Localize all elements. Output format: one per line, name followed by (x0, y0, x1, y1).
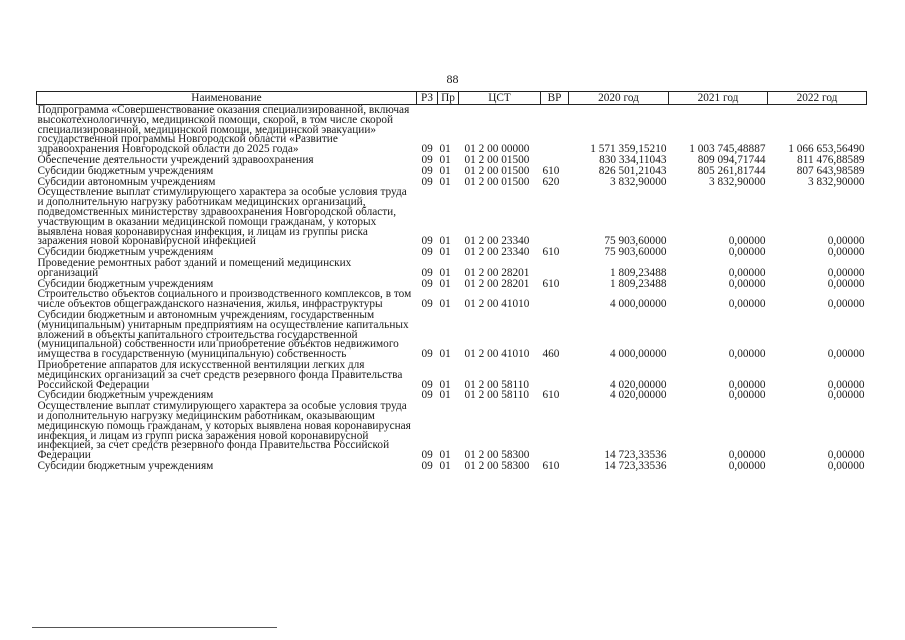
row-name: Субсидии бюджетным учреждениям (37, 246, 214, 259)
row-vr (541, 105, 569, 155)
row-rz: 09 (421, 153, 433, 166)
row-vr: 610 (542, 277, 560, 290)
row-pr: 01 (439, 449, 451, 462)
row-name: Приобретение аппаратов для искусственной вентиляции легких для медицинских организаций за счет средств резервного фонда Правительства Российской Федерации (37, 358, 403, 391)
row-amount-2020: 1 571 359,15210 (590, 143, 667, 156)
row-amount-2021: 809 094,71744 (697, 153, 766, 166)
header-2020: 2020 год (569, 92, 669, 105)
row-pr: 01 (439, 277, 451, 290)
row-vr: 460 (542, 348, 560, 361)
row-amount-2020: 75 903,60000 (604, 246, 667, 259)
row-amount-2022: 0,00000 (827, 378, 865, 391)
row-pr: 01 (439, 235, 451, 248)
row-vr (541, 289, 569, 310)
row-cst: 01 2 00 41010 (464, 298, 530, 311)
row-rz: 09 (421, 143, 433, 156)
table-row (37, 461, 867, 472)
row-amount-2022: 0,00000 (827, 266, 865, 279)
row-vr (541, 258, 569, 279)
row-rz: 09 (421, 235, 433, 248)
row-pr: 01 (439, 459, 451, 472)
footnote-rule (32, 627, 277, 628)
row-pr: 01 (439, 246, 451, 259)
row-name: Субсидии бюджетным учреждениям (37, 389, 214, 402)
row-rz: 09 (421, 449, 433, 462)
row-amount-2022: 0,00000 (827, 277, 865, 290)
table-row (37, 360, 867, 390)
budget-table (36, 91, 867, 472)
row-rz: 09 (421, 266, 433, 279)
row-rz: 09 (421, 378, 433, 391)
row-pr: 01 (439, 164, 451, 177)
row-cst: 01 2 00 23340 (464, 235, 530, 248)
row-amount-2020: 14 723,33536 (604, 449, 667, 462)
table-header (37, 92, 867, 105)
row-name: Строительство объектов социального и производственного комплексов, в том числе объектов общегражданского назначения, жилья, инфраструктуры (37, 288, 412, 311)
row-amount-2020: 830 334,11043 (599, 153, 667, 166)
row-amount-2022: 0,00000 (827, 449, 865, 462)
row-name: Проведение ремонтных работ зданий и помещений медицинских организаций (37, 256, 352, 279)
row-cst: 01 2 00 00000 (464, 143, 530, 156)
row-amount-2022: 1 066 653,56490 (788, 143, 865, 156)
row-name: Осуществление выплат стимулирующего характера за особые условия труда и дополнительную нагрузку медицинским работникам, оказывающим медицинскую помощь гражданам, у которых выявлена новая коронавирусная инфекция, и лицам из групп риска заражения новой коронавирусной инфекцией, за счет средств резервного фонда Правительства Российской Федерации (37, 400, 411, 462)
row-cst: 01 2 00 58110 (464, 378, 530, 391)
header-2022: 2022 год (768, 92, 867, 105)
row-name: Субсидии бюджетным учреждениям (37, 459, 214, 472)
row-cst: 01 2 00 01500 (464, 164, 530, 177)
row-amount-2020: 14 723,33536 (604, 459, 667, 472)
row-pr: 01 (439, 266, 451, 279)
row-amount-2021: 3 832,90000 (709, 175, 766, 188)
row-amount-2020: 4 000,00000 (610, 348, 667, 361)
table-row (37, 310, 867, 360)
row-amount-2020: 1 809,23488 (610, 266, 667, 279)
row-pr: 01 (439, 175, 451, 188)
row-amount-2021: 0,00000 (728, 298, 766, 311)
row-rz: 09 (421, 277, 433, 290)
row-amount-2022: 0,00000 (827, 348, 865, 361)
row-name: Подпрограмма «Совершенствование оказания специализированной, включая высокотехнологичную, медицинской помощи, скорой, в том числе скорой специализированной, медицинской помощи, медицинской эвакуации» государственной программы Новгородской области «Развитие здравоохранения Новгородской области до 2025 года» (37, 104, 410, 156)
table-row (37, 105, 867, 155)
row-rz: 09 (421, 246, 433, 259)
row-pr: 01 (439, 143, 451, 156)
row-cst: 01 2 00 58300 (464, 449, 530, 462)
row-rz: 09 (421, 164, 433, 177)
row-amount-2020: 75 903,60000 (604, 235, 667, 248)
table-row (37, 401, 867, 461)
row-vr (541, 360, 569, 390)
row-vr: 610 (542, 246, 560, 259)
row-cst: 01 2 00 01500 (464, 153, 530, 166)
table-row (37, 258, 867, 279)
header-name: Наименование (37, 92, 417, 105)
row-vr: 610 (542, 389, 560, 402)
row-amount-2020: 826 501,21043 (598, 164, 667, 177)
row-vr (541, 187, 569, 247)
row-amount-2022: 3 832,90000 (808, 175, 865, 188)
row-vr: 610 (542, 459, 560, 472)
row-cst: 01 2 00 23340 (464, 246, 530, 259)
row-rz: 09 (421, 175, 433, 188)
header-cst: ЦСТ (459, 92, 541, 105)
row-pr: 01 (439, 378, 451, 391)
row-amount-2022: 811 476,88589 (797, 153, 865, 166)
row-vr (541, 401, 569, 461)
row-pr: 01 (439, 153, 451, 166)
row-amount-2022: 0,00000 (827, 246, 865, 259)
row-rz: 09 (421, 298, 433, 311)
row-cst: 01 2 00 41010 (464, 348, 530, 361)
row-amount-2022: 0,00000 (827, 389, 865, 402)
row-rz: 09 (421, 389, 433, 402)
header-2021: 2021 год (669, 92, 768, 105)
row-amount-2021: 0,00000 (728, 235, 766, 248)
row-amount-2021: 0,00000 (728, 246, 766, 259)
header-pr: Пр (438, 92, 459, 105)
row-amount-2020: 4 000,00000 (610, 298, 667, 311)
row-amount-2020: 3 832,90000 (610, 175, 667, 188)
row-name: Субсидии автономным учреждениям (37, 175, 216, 188)
row-name: Осуществление выплат стимулирующего характера за особые условия труда и дополнительную нагрузку работникам медицинских организаций, подведомственных министерству здравоохранения Новгородской области, участвующим в оказании медицинской помощи гражданам, у которых выявлена новая коронавирусная инфекция, и лицам из группы риска заражения новой коронавирусной инфекцией (37, 186, 407, 248)
row-amount-2021: 0,00000 (728, 378, 766, 391)
row-pr: 01 (439, 298, 451, 311)
row-pr: 01 (439, 389, 451, 402)
row-cst: 01 2 00 28201 (464, 266, 530, 279)
table-body (37, 105, 867, 472)
row-amount-2022: 0,00000 (827, 298, 865, 311)
row-cst: 01 2 00 58110 (464, 389, 530, 402)
row-amount-2021: 805 261,81744 (697, 164, 766, 177)
row-cst: 01 2 00 01500 (464, 175, 530, 188)
row-name: Субсидии бюджетным учреждениям (37, 277, 214, 290)
row-amount-2021: 0,00000 (728, 348, 766, 361)
row-amount-2020: 1 809,23488 (610, 277, 667, 290)
row-amount-2021: 1 003 745,48887 (689, 143, 766, 156)
header-vr: ВР (541, 92, 569, 105)
table-row (37, 289, 867, 310)
row-amount-2020: 4 020,00000 (610, 378, 667, 391)
row-vr: 610 (542, 164, 560, 177)
row-name: Субсидии бюджетным и автономным учреждениям, государственным (муниципальным) унитарным предприятиям на осуществление капитальных вложений в объекты капитального строительства государственной (муниципальной) собственности или приобретение объектов недвижимого имущества в государственную (муниципальную) собственность (37, 308, 409, 361)
row-amount-2021: 0,00000 (728, 266, 766, 279)
header-rz: РЗ (417, 92, 438, 105)
row-amount-2021: 0,00000 (728, 449, 766, 462)
table-row (37, 187, 867, 247)
table-row (37, 166, 867, 177)
row-vr: 620 (542, 175, 560, 188)
row-cst: 01 2 00 28201 (464, 277, 530, 290)
row-amount-2022: 0,00000 (827, 235, 865, 248)
page-number: 88 (446, 72, 459, 86)
row-amount-2021: 0,00000 (728, 389, 766, 402)
row-rz: 09 (421, 348, 433, 361)
row-amount-2021: 0,00000 (728, 277, 766, 290)
row-name: Обеспечение деятельности учреждений здравоохранения (37, 153, 314, 166)
row-amount-2022: 807 643,98589 (796, 164, 865, 177)
row-pr: 01 (439, 348, 451, 361)
row-cst: 01 2 00 58300 (464, 459, 530, 472)
row-amount-2021: 0,00000 (728, 459, 766, 472)
row-amount-2020: 4 020,00000 (610, 389, 667, 402)
row-rz: 09 (421, 459, 433, 472)
row-amount-2022: 0,00000 (827, 459, 865, 472)
row-name: Субсидии бюджетным учреждениям (37, 164, 214, 177)
